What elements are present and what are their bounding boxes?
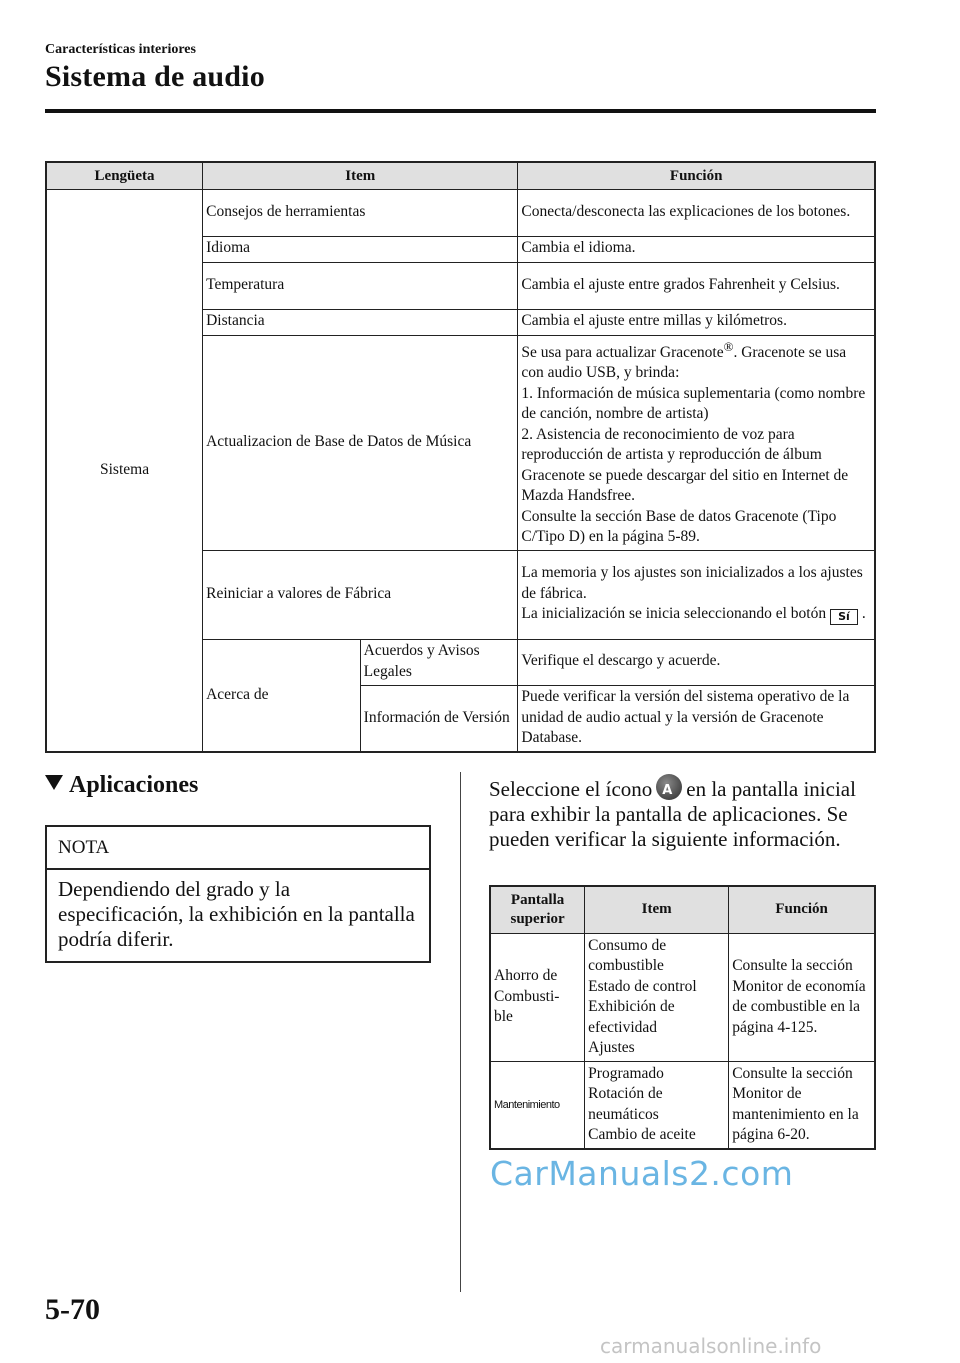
apps-paragraph-b: en la pantalla inicial para exhibir la pantalla de aplicaciones. Se pueden verificar la siguiente información. bbox=[489, 777, 856, 851]
function-cell: Consulte la sección Monitor de economía de combustible en la página 4-125. bbox=[729, 933, 875, 1061]
table-row bbox=[490, 933, 875, 1061]
page-number: 5-70 bbox=[45, 1293, 100, 1326]
function-cell: Conecta/desconecta las explicaciones de los botones. bbox=[518, 189, 875, 236]
header-tab: Lengüeta bbox=[46, 162, 203, 189]
list-item: Exhibición de efectividad bbox=[588, 998, 675, 1036]
gracenote-point-2: 2. Asistencia de reconocimiento de voz para reproducción de artista y reproducción de álbum bbox=[521, 425, 822, 464]
section-name: Características interiores bbox=[45, 42, 196, 57]
list-item: Consumo de combustible bbox=[588, 936, 667, 974]
list-item: Estado de control bbox=[588, 977, 697, 995]
header-function: Función bbox=[729, 886, 875, 933]
gracenote-consult: Consulte la sección Base de datos Gracenote (Tipo C/Tipo D) en la página 5-89. bbox=[521, 507, 837, 546]
function-cell: Cambia el ajuste entre millas y kilómetros. bbox=[518, 309, 875, 335]
applications-table bbox=[489, 885, 876, 1150]
list-item: Rotación de neumáticos bbox=[588, 1085, 663, 1123]
list-item: Ajustes bbox=[588, 1039, 635, 1056]
item-cell: Idioma bbox=[203, 236, 518, 262]
function-cell bbox=[518, 335, 875, 550]
column-divider bbox=[460, 772, 461, 1292]
reset-text-3: . bbox=[861, 605, 866, 623]
tab-cell: Sistema bbox=[46, 189, 203, 752]
registered-mark: ® bbox=[723, 338, 734, 354]
triangle-bullet-icon bbox=[45, 775, 63, 790]
section-heading-text: Aplicaciones bbox=[69, 772, 199, 798]
gracenote-point-1: 1. Información de música suplementaria (como nombre de canción, nombre de artista) bbox=[521, 384, 866, 423]
note-body: Dependiendo del grado y la especificación, la exhibición en la pantalla podría diferir. bbox=[58, 877, 415, 951]
applications-icon bbox=[656, 774, 682, 800]
item-cell: Distancia bbox=[203, 309, 518, 335]
function-cell: Verifique el descargo y acuerde. bbox=[518, 639, 875, 685]
function-cell: Cambia el idioma. bbox=[518, 236, 875, 262]
item-cell: Temperatura bbox=[203, 262, 518, 309]
item-cell: Acerca de bbox=[203, 639, 361, 752]
function-cell: Puede verificar la versión del sistema operativo de la unidad de audio actual y la versión de Gracenote Database. bbox=[518, 685, 875, 752]
list-item: Cambio de aceite bbox=[588, 1126, 696, 1144]
header-item: Item bbox=[203, 162, 518, 189]
gracenote-download: Gracenote se puede descargar del sitio en Internet de Mazda Handsfree. bbox=[521, 466, 849, 505]
item-cell: Consejos de herramientas bbox=[203, 189, 518, 236]
page-title: Sistema de audio bbox=[45, 60, 265, 93]
screen-cell: Ahorro de Combusti- ble bbox=[490, 933, 585, 1061]
header-item: Item bbox=[585, 886, 729, 933]
table-header-row bbox=[46, 162, 875, 189]
screen-cell: Mantenimiento bbox=[490, 1061, 585, 1149]
reset-text-2: La inicialización se inicia seleccionando el botón bbox=[521, 605, 827, 623]
header-rule bbox=[45, 109, 876, 113]
gracenote-text-b: . Gracenote se usa con audio USB, y brinda: bbox=[521, 343, 847, 382]
function-cell bbox=[518, 550, 875, 639]
header-screen: Pantalla superior bbox=[490, 886, 585, 933]
table-row bbox=[46, 189, 875, 236]
table-row bbox=[490, 1061, 875, 1149]
gracenote-text-a: Se usa para actualizar Gracenote bbox=[521, 343, 724, 361]
function-cell: Consulte la sección Monitor de mantenimiento en la página 6-20. bbox=[729, 1061, 875, 1149]
subitem-cell: Acuerdos y Avisos Legales bbox=[360, 639, 518, 685]
section-heading bbox=[45, 772, 198, 799]
function-cell: Cambia el ajuste entre grados Fahrenheit y Celsius. bbox=[518, 262, 875, 309]
item-cell: Reiniciar a valores de Fábrica bbox=[203, 550, 518, 639]
table-header-row bbox=[490, 886, 875, 933]
note-box bbox=[45, 825, 431, 963]
item-cell: Actualizacion de Base de Datos de Música bbox=[203, 335, 518, 550]
items-cell bbox=[585, 1061, 729, 1149]
reset-text-1: La memoria y los ajustes son inicializados a los ajustes de fábrica. bbox=[521, 564, 863, 602]
yes-button-glyph: Sí bbox=[830, 609, 858, 625]
header-function: Función bbox=[518, 162, 875, 189]
subitem-cell: Información de Versión bbox=[360, 685, 518, 752]
site-watermark: carmanualsonline.info bbox=[600, 1334, 822, 1358]
apps-paragraph-a: Seleccione el ícono bbox=[489, 777, 653, 801]
note-title: NOTA bbox=[47, 827, 429, 870]
system-settings-table bbox=[45, 161, 876, 753]
list-item: Programado bbox=[588, 1064, 664, 1082]
apps-paragraph bbox=[489, 774, 881, 852]
watermark: CarManuals2.com bbox=[490, 1154, 794, 1193]
items-cell bbox=[585, 933, 729, 1061]
